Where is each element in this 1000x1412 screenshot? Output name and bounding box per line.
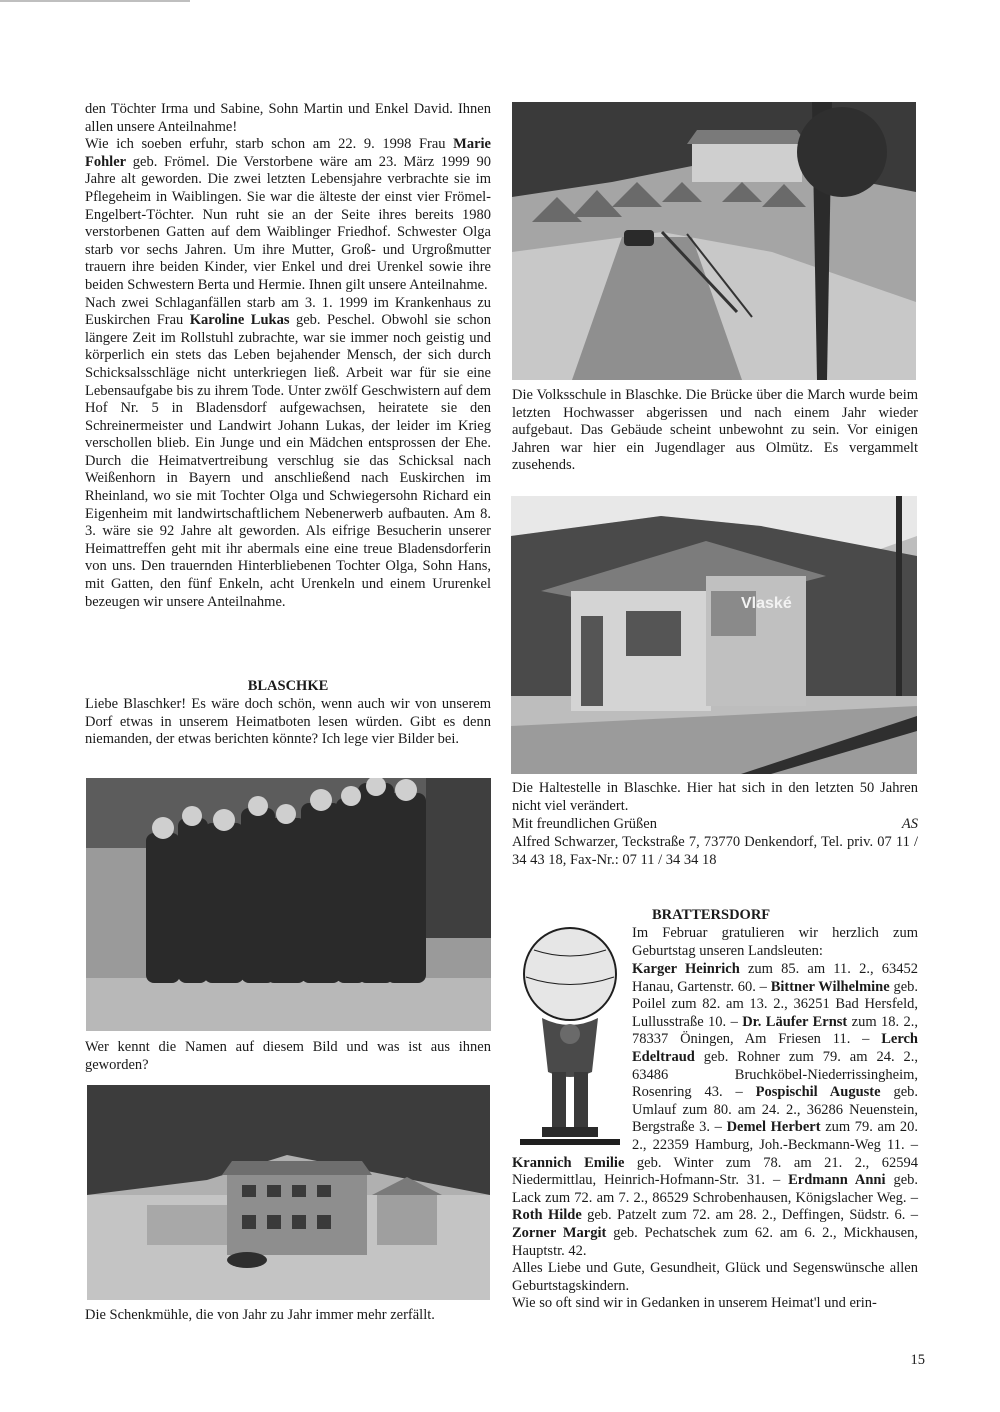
- brattersdorf-closing-line: Wie so oft sind wir in Gedanken in unserem Heimat'l und erin-: [512, 1295, 877, 1312]
- greeting-line: [512, 816, 918, 834]
- caption-haltestelle: Die Haltestelle in Blaschke. Hier hat sich in den letzten 50 Jahren nicht viel verändert.: [512, 780, 918, 814]
- photo-group-of-boys: [86, 778, 491, 1031]
- birthday-list: Karger Heinrich zum 85. am 11. 2., 63452 Hanau, Gartenstr. 60. – Bittner Wilhelmine geb. Poilel zum 82. am 13. 2., 36251 Bad Hersfeld, Lullusstraße 10. – Dr. Läufer Ernst zum 18. 2., 78337 Öningen, Am Friesen 11. – Lerch Edeltraud geb. Rohner zum 79. am 24. 2., 63486 Bruchköbel-Niederrissingheim, Rosenring 43. – Pospischil Auguste geb. Umlauf zum 80. am 24. 2., 36286 Neuenstein, Bergstraße 3. – Demel Herbert zum 79. am 20. 2., 22359 Hamburg, Joh.-Beckmann-Weg 11. – Krannich Emilie geb. Winter zum 78. am 21. 2., 62594 Niedermittlau, Heinrich-Hofmann-Str. 31. – Erdmann Anni geb. Lack zum 72. am 7. 2., 86529 Schrobenhausen, Königslacher Weg. – Roth Hilde geb. Patzelt zum 72. am 28. 2., Deffingen, Südstr. 6. – Zorner Margit geb. Pechatschek zum 62. am 6. 2., Mickhausen, Hauptstr. 42.: [512, 961, 919, 1259]
- author-initials: AS: [901, 816, 918, 832]
- paragraph-fohler: Wie ich soeben erfuhr, starb schon am 22. 9. 1998 Frau Marie Fohler geb. Frömel. Die Verstorbene wäre am 23. März 1999 90 Jahre alt geworden. Die zwei letzten Lebensjahre verbrachte sie im Pflegeheim in Waiblingen. Sie war die älteste der einst vier Frömel-Engelbert-Töchter. Nun ruht sie an der Seite ihres bereits 1980 verstorbenen Gatten auf dem Waiblinger Friedhof. Schwester Olga starb vor sechs Jahren. Um ihre Mutter, Groß- und Urgroßmutter trauern ihre beiden Kinder, vier Enkel und drei Urenkel sowie ihre beiden Schwestern Berta und Hermie. Ihnen gilt unsere Anteilnahme.: [85, 136, 491, 293]
- paragraph-lukas: Nach zwei Schlaganfällen starb am 3. 1. 1999 im Krankenhaus zu Euskirchen Frau Karoline Lukas geb. Peschel. Obwohl sie schon längere Zeit im Rollstuhl zubrachte, war sie immer noch geistig und körperlich ein stets das Leben bejahender Mensch, der sich durch Schicksalsschläge nicht unterkriegen ließ. Arbeit war für sie eine Lebensaufgabe bis zu ihrem Tode. Unter zwölf Geschwistern auf dem Hof Nr. 5 in Bladensdorf aufgewachsen, heiratete sie den Schreinermeister und Landwirt Johann Lukas, der leider im Krieg verschollen blieb. Ein Junge und ein Mädchen entsprossen der Ehe. Durch die Heimatvertreibung verschlug sie das Schicksal nach Weißenhorn in Bayern und anschließend nach Euskirchen im Rheinland, wo sie mit Tochter Olga und Schwiegersohn Richard ein Eigenheim mit landwirtschaftlichem Nebenerwerb aufbauten. Am 8. 3. wäre sie 92 Jahre alt geworden. Als eifrige Besucherin unserer Heimattreffen geht mit ihr abermals eine eine treue Bladensdorferin von uns. Den trauernden Hinterbliebenen Tochter Olga, Sohn Hans, mit Gatten, den fünf Enkeln, acht Urenkeln und einem Ururenkel bezeugen wir unsere Anteilnahme.: [85, 294, 492, 610]
- paragraph-irma: den Töchter Irma und Sabine, Sohn Martin und Enkel David. Ihnen allen unsere Anteilnahme!: [85, 101, 491, 135]
- page-number: 15: [910, 1352, 925, 1368]
- paragraph-blaschke: Liebe Blaschker! Es wäre doch schön, wenn auch wir von unserem Dorf etwas in unserem Heimatboten lesen würden. Gibt es denn niemanden, der etwas berichten könnte? Ich lege vier Bilder bei.: [85, 696, 491, 748]
- greeting-text: Mit freundlichen Grüßen: [512, 816, 657, 832]
- name-karoline-lukas: Karoline Lukas: [189, 312, 290, 329]
- brattersdorf-closing-wishes: Alles Liebe und Gute, Gesundheit, Glück und Segenswünsche allen Geburtstagskindern.: [512, 1260, 918, 1294]
- scan-edge-line: [0, 0, 190, 2]
- heading-brattersdorf: BRATTERSDORF: [652, 907, 771, 923]
- author-address: Alfred Schwarzer, Teckstraße 7, 73770 Denkendorf, Tel. priv. 07 11 / 34 43 18, Fax-Nr.: 07 11 / 34 34 18: [512, 834, 918, 868]
- station-sign-text: Vlaské: [741, 595, 792, 612]
- caption-group-photo: Wer kennt die Namen auf diesem Bild und was ist aus ihnen geworden?: [85, 1039, 491, 1073]
- photo-volksschule: [512, 102, 916, 380]
- photo-haltestelle: [511, 496, 917, 774]
- name-marie-fohler: Marie Fohler: [85, 136, 491, 170]
- brattersdorf-birthdays: [512, 961, 918, 1313]
- photo-schenkmuehle: [87, 1085, 490, 1300]
- left-column-text: [85, 101, 491, 611]
- caption-volksschule: Die Volksschule in Blaschke. Die Brücke über die March wurde beim letzten Hochwasser abgerissen und nach einem Jahr wieder aufgebaut. Das Gebäude scheint unbewohnt zu sein. Vor einigen Jahren war hier ein Jugendlager aus Olmütz. Es vergammelt zusehends.: [512, 387, 918, 474]
- heading-blaschke: BLASCHKE: [247, 678, 329, 694]
- caption-mill-photo: Die Schenkmühle, die von Jahr zu Jahr immer mehr zerfällt.: [85, 1307, 435, 1323]
- brattersdorf-intro: Im Februar gratulieren wir herzlich zum Geburtstag unseren Landsleuten:: [632, 925, 918, 959]
